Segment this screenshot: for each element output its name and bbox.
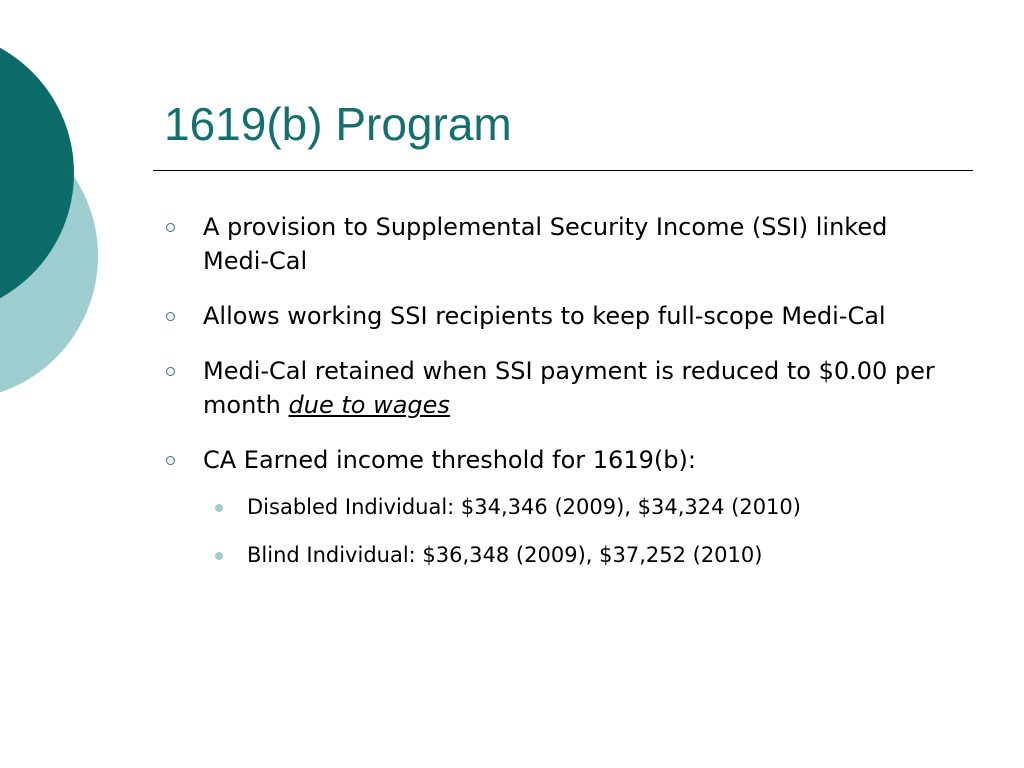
subbullet-list — [203, 493, 955, 569]
bullet-item — [165, 354, 955, 422]
bullet-item — [165, 299, 955, 333]
filled-circle-bullet-icon — [215, 552, 223, 560]
bullet-emphasis: due to wages — [288, 391, 450, 419]
title-divider — [153, 170, 973, 171]
bullet-list — [165, 210, 955, 590]
subbullet-item — [203, 541, 993, 569]
bullet-text: Medi-Cal retained when SSI payment is reduced to $0.00 per month — [203, 357, 935, 419]
bullet-text: CA Earned income threshold for 1619(b): — [203, 446, 696, 474]
subbullet-text: Blind Individual: $36,348 (2009), $37,252 (2010) — [247, 543, 763, 567]
subbullet-text: Disabled Individual: $34,346 (2009), $34,324 (2010) — [247, 495, 801, 519]
slide-title: 1619(b) Program — [164, 98, 512, 150]
hollow-circle-bullet-icon — [166, 312, 175, 321]
hollow-circle-bullet-icon — [166, 456, 175, 465]
bullet-item — [165, 443, 955, 569]
hollow-circle-bullet-icon — [166, 223, 175, 232]
subbullet-item — [203, 493, 993, 521]
bullet-text: Allows working SSI recipients to keep full-scope Medi-Cal — [203, 302, 886, 330]
bullet-item — [165, 210, 955, 278]
bullet-text: A provision to Supplemental Security Income (SSI) linked Medi-Cal — [203, 213, 888, 275]
filled-circle-bullet-icon — [215, 504, 223, 512]
hollow-circle-bullet-icon — [166, 367, 175, 376]
